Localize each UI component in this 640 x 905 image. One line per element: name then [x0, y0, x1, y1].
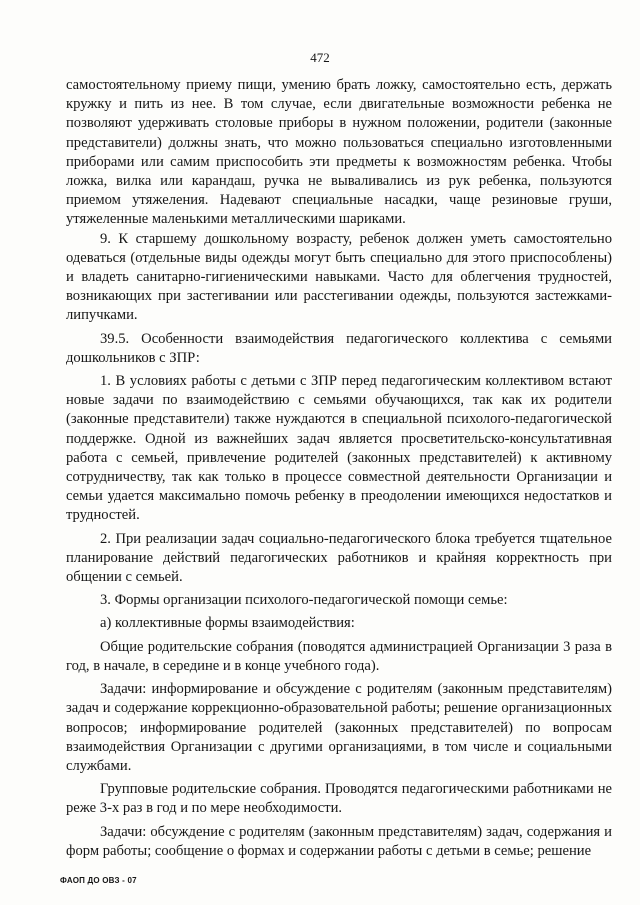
paragraph-collective-forms: а) коллективные формы взаимодействия:: [100, 615, 355, 632]
paragraph-group-meetings-tasks: Задачи: обсуждение с родителям (законным представителям) задач, содержания и форм работы; сообщение о формах и содержании работы с детьми в семье; решение: [66, 823, 612, 859]
paragraph-general-meetings: Общие родительские собрания (поводятся администрацией Организации 3 раза в год, в начале, в середине и в конце учебного года).: [66, 638, 612, 674]
paragraph-self-feeding-continuation: самостоятельному приему пищи, умению брать ложку, самостоятельно есть, держать кружку и пить из нее. В том случае, если двигательные возможности ребенка не позволяют удерживать столовые приборы в нужном положении, родители (законные представители) должны знать, что можно пользоваться специально изготовленными приборами или самим приспособить эти предметы к возможностям ребенка. Чтобы ложка, вилка или карандаш, ручка не вываливались из рук ребенка, пользуются приемом утяжеления. Надевают специальные насадки, чаще резиновые груши, утяжеленные маленькими металлическими шариками.: [66, 77, 612, 228]
paragraph-item-3-forms: 3. Формы организации психолого-педагогической помощи семье:: [100, 592, 508, 609]
page-body: [66, 76, 612, 861]
section-heading-39-5: 39.5. Особенности взаимодействия педагогического коллектива с семьями дошкольников с ЗПР:: [66, 330, 612, 366]
paragraph-item-9-dressing: 9. К старшему дошкольному возрасту, ребенок должен уметь самостоятельно одеваться (отдельные виды одежды могут быть специально для этого приспособлены) и владеть санитарно-гигиеническими навыками. Часто для облегчения трудностей, возникающих при застегивании или расстегивании одежды, пользуются застежками-липучками.: [66, 230, 612, 324]
paragraph-item-1: 1. В условиях работы с детьми с ЗПР перед педагогическим коллективом встают новые задачи по взаимодействию с семьями обучающихся, так как их родители (законные представители) также нуждаются в специальной психолого-педагогической поддержке. Одной из важнейших задач является просветительско-консультативная работа с семьей, привлечение родителей (законных представителей) к активному сотрудничеству, так как только в процессе совместной деятельности Организации и семьи удается максимально помочь ребенку в преодолении имеющихся недостатков и трудностей.: [66, 373, 612, 524]
document-footer-code: ФАОП ДО ОВЗ - 07: [60, 876, 137, 885]
paragraph-general-meetings-tasks: Задачи: информирование и обсуждение с родителям (законным представителям) задач и содержание коррекционно-образовательной работы; решение организационных вопросов; информирование родителей (законных представителей) по вопросам взаимодействия Организации с другими организациями, в том числе и социальными службами.: [66, 681, 612, 774]
paragraph-group-meetings: Групповые родительские собрания. Проводятся педагогическими работниками не реже 3-х раз в год и по мере необходимости.: [66, 781, 612, 817]
page-number: 472: [310, 50, 330, 65]
paragraph-item-2: 2. При реализации задач социально-педагогического блока требуется тщательное планирование действий педагогических работников и крайняя корректность при общении с семьей.: [66, 530, 612, 586]
